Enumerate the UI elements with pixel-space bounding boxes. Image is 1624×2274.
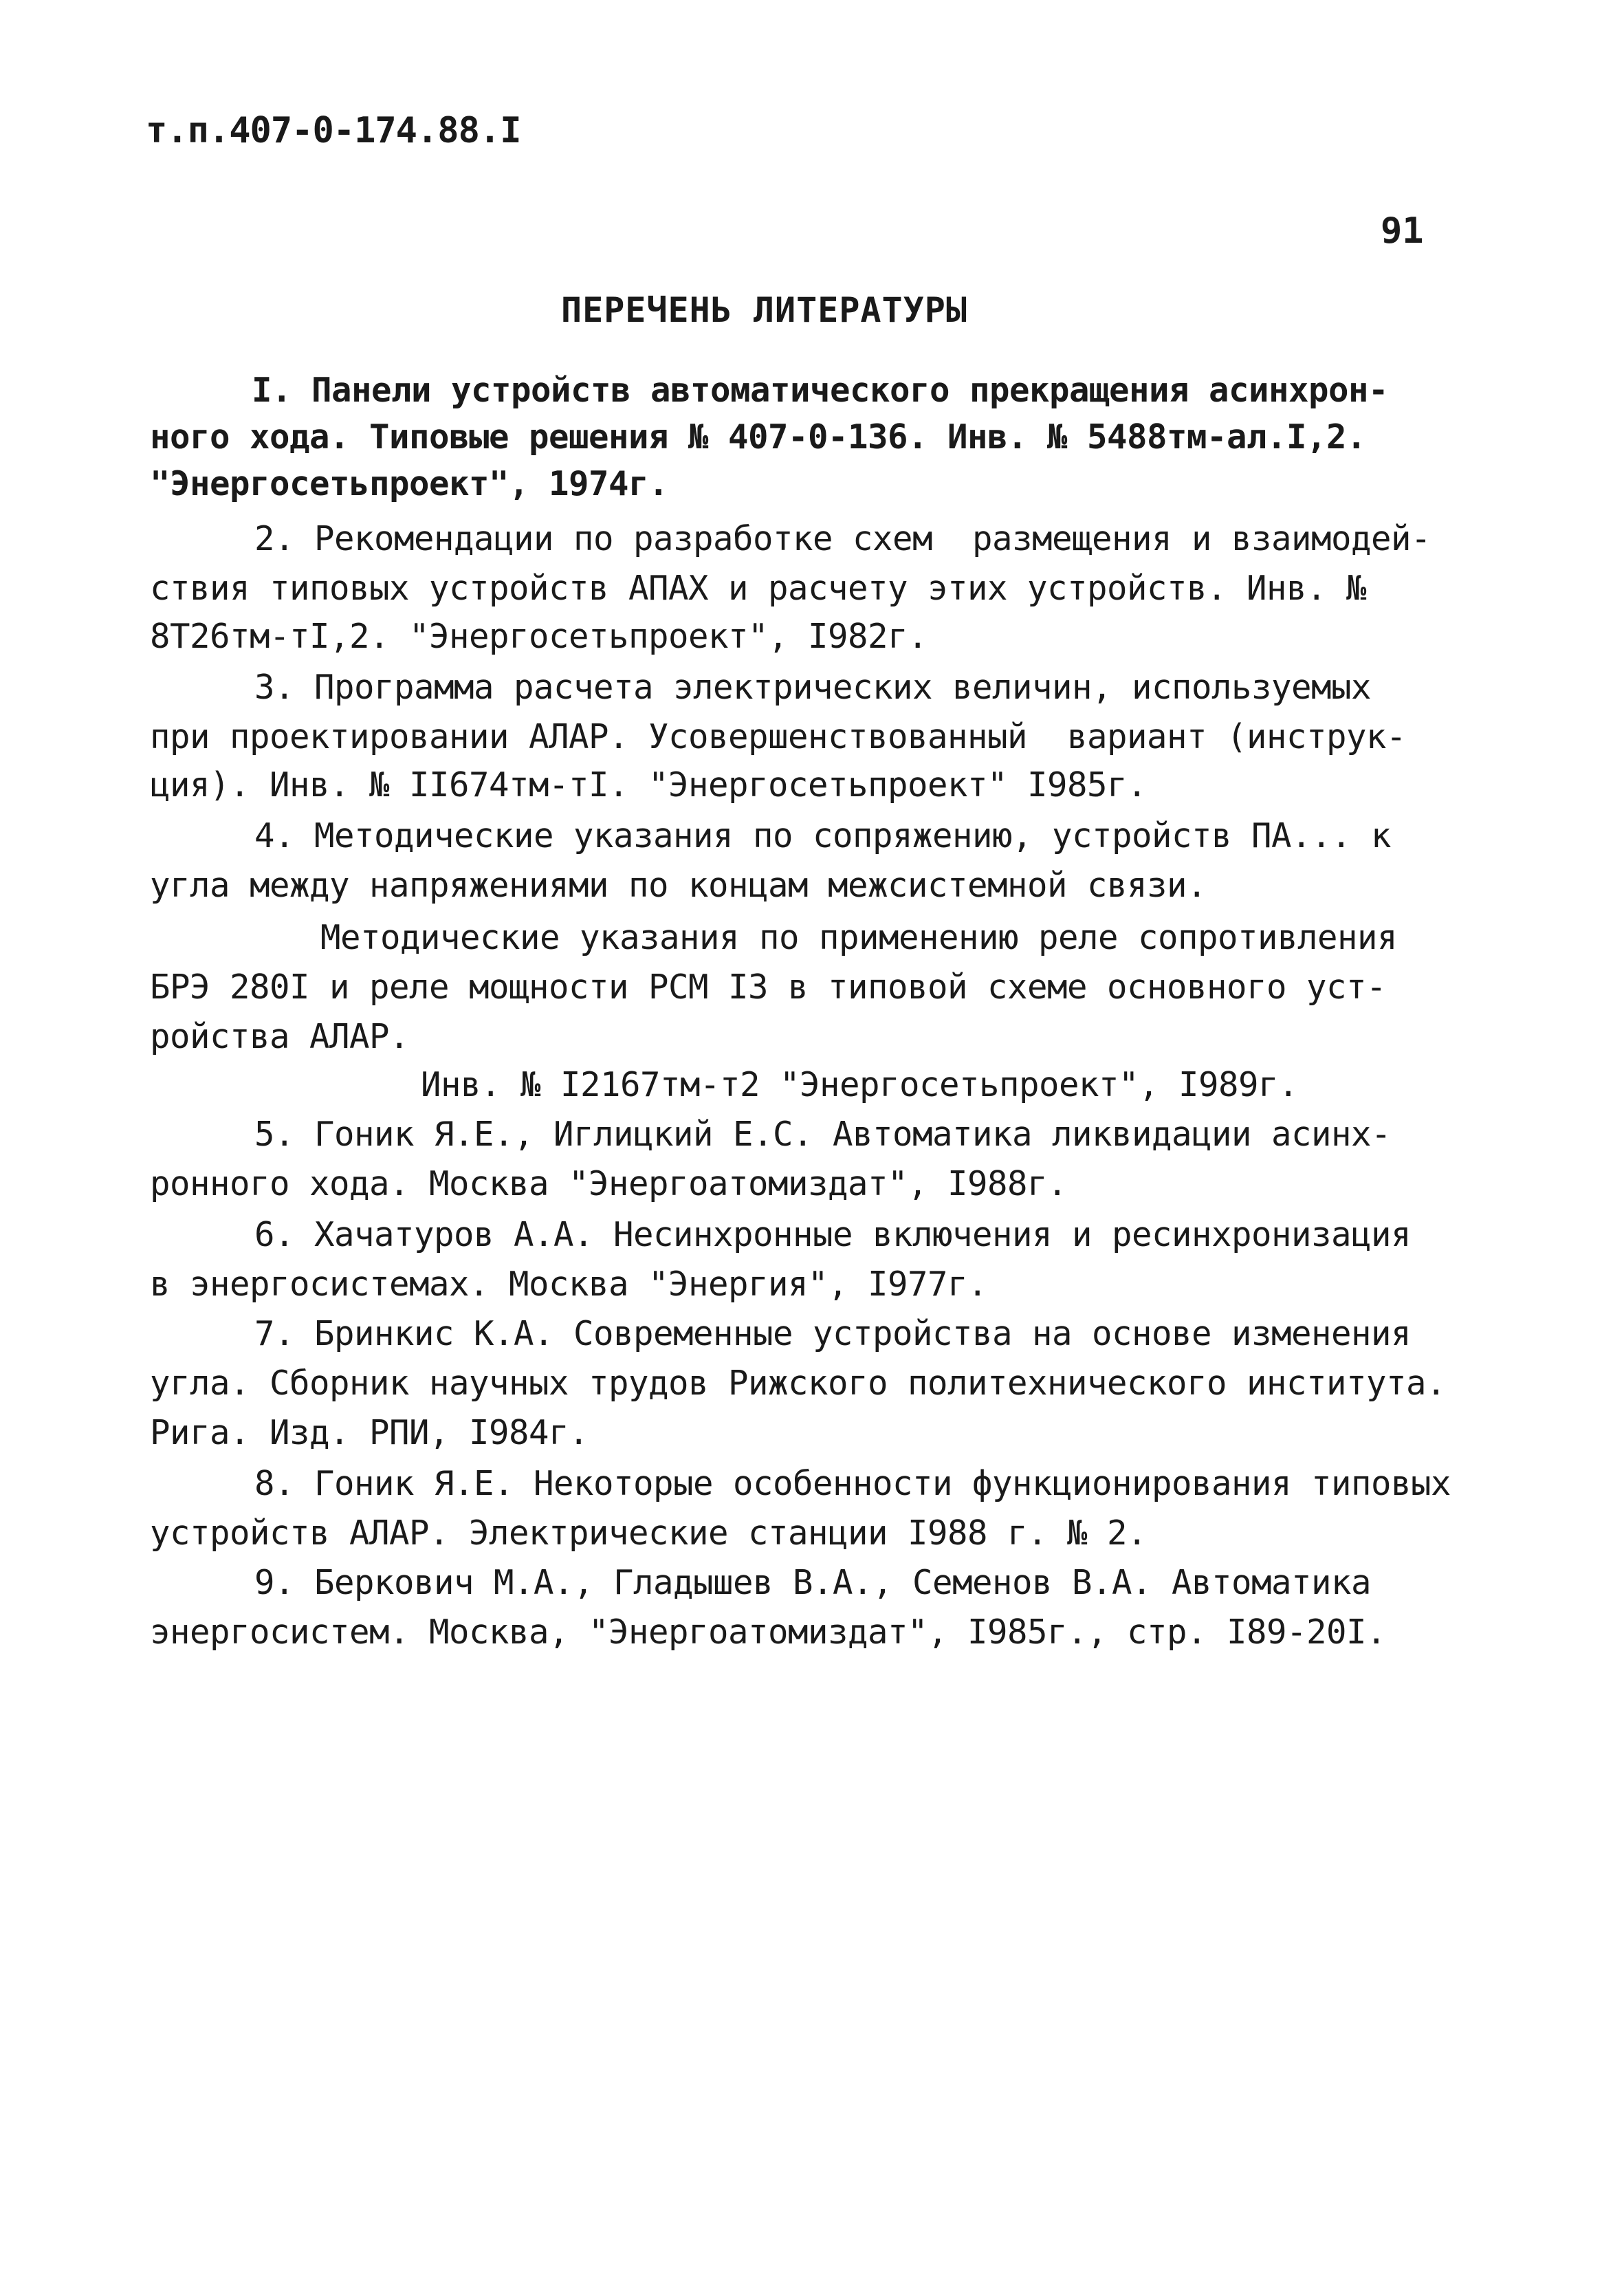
reference-line: 4. Методические указания по сопряжению, устройств ПА... к bbox=[254, 816, 1392, 855]
reference-line: I. Панели устройств автоматического прекращения асинхрон- bbox=[252, 371, 1389, 410]
reference-line: 7. Бринкис К.А. Современные устройства на основе изменения bbox=[254, 1314, 1412, 1353]
reference-line: ствия типовых устройств АПАХ и расчету этих устройств. Инв. № bbox=[150, 569, 1367, 608]
reference-line: энергосистем. Москва, "Энергоатомиздат", I985г., стр. I89-20I. bbox=[150, 1612, 1387, 1652]
reference-line: 2. Рекомендации по разработке схем размещения и взаимодей- bbox=[254, 519, 1431, 558]
reference-line: ронного хода. Москва "Энергоатомиздат", I988г. bbox=[150, 1164, 1068, 1203]
page-number: 91 bbox=[1381, 210, 1424, 252]
reference-line: ного хода. Типовые решения № 407-0-136. Инв. № 5488тм-ал.I,2. bbox=[150, 417, 1367, 457]
reference-line: ройства АЛАР. bbox=[150, 1017, 410, 1056]
reference-line: 6. Хачатуров А.А. Несинхронные включения и ресинхронизация bbox=[254, 1215, 1412, 1254]
reference-line: БРЭ 280I и реле мощности РСМ I3 в типовой схеме основного уст- bbox=[150, 967, 1387, 1007]
document-code: т.п.407-0-174.88.I bbox=[146, 110, 521, 151]
reference-line: при проектировании АЛАР. Усовершенствованный вариант (инструк- bbox=[150, 717, 1407, 756]
reference-line: 9. Беркович М.А., Гладышев В.А., Семенов В.А. Автоматика bbox=[254, 1563, 1372, 1602]
reference-line: 8. Гоник Я.Е. Некоторые особенности функционирования типовых bbox=[254, 1464, 1451, 1503]
reference-line: угла. Сборник научных трудов Рижского политехнического института. bbox=[150, 1364, 1447, 1403]
reference-line: 3. Программа расчета электрических величин, используемых bbox=[254, 668, 1372, 707]
reference-line: "Энергосетьпроект", 1974г. bbox=[150, 464, 669, 503]
reference-line: Инв. № I2167тм-т2 "Энергосетьпроект", I989г. bbox=[421, 1065, 1299, 1104]
page-title: ПЕРЕЧЕНЬ ЛИТЕРАТУРЫ bbox=[561, 290, 967, 330]
reference-line: ция). Инв. № II674тм-тI. "Энергосетьпроект" I985г. bbox=[150, 765, 1148, 805]
reference-line: в энергосистемах. Москва "Энергия", I977г. bbox=[150, 1265, 988, 1304]
reference-line: Методические указания по применению реле сопротивления bbox=[320, 918, 1398, 957]
reference-line: Рига. Изд. РПИ, I984г. bbox=[150, 1413, 589, 1452]
reference-line: 8Т26тм-тI,2. "Энергосетьпроект", I982г. bbox=[150, 617, 928, 656]
reference-line: 5. Гоник Я.Е., Иглицкий Е.С. Автоматика ликвидации асинх- bbox=[254, 1115, 1392, 1154]
reference-line: угла между напряжениями по концам межсистемной связи. bbox=[150, 866, 1207, 905]
reference-line: устройств АЛАР. Электрические станции I988 г. № 2. bbox=[150, 1513, 1148, 1553]
